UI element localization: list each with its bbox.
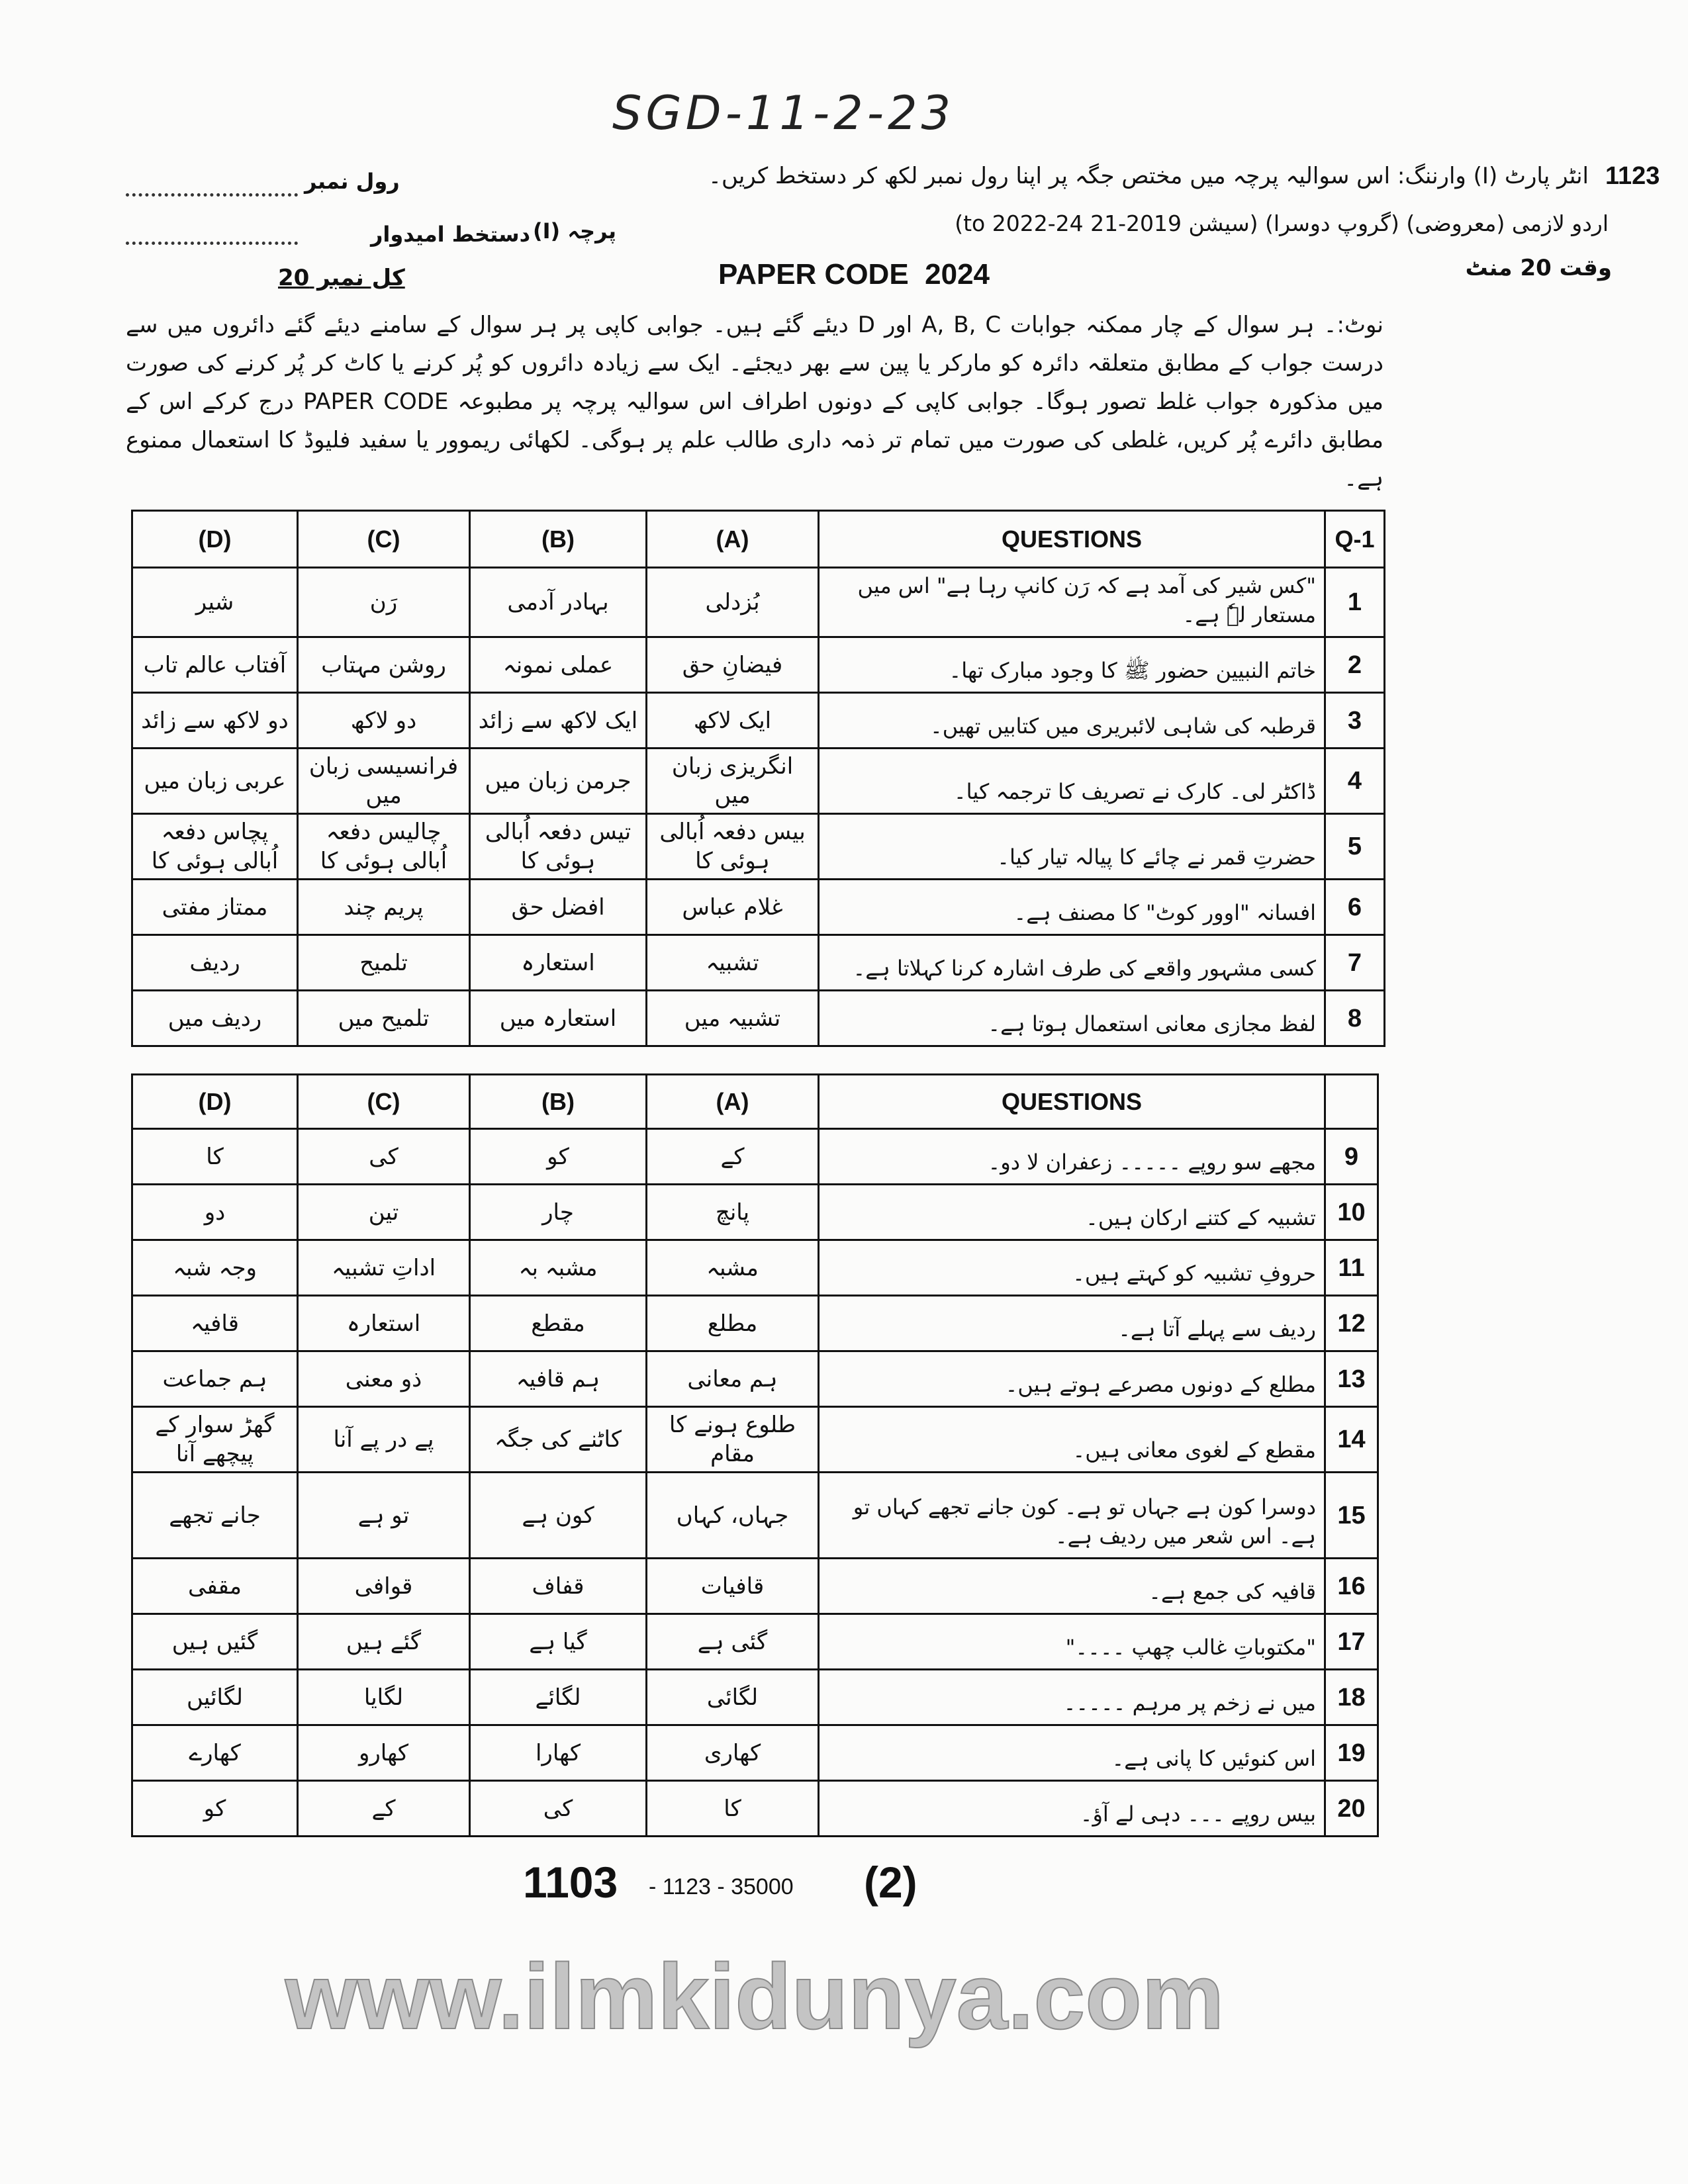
question-text: بیس روپے ۔۔۔ دہی لے آؤ۔ xyxy=(819,1781,1325,1837)
question-row xyxy=(132,991,1385,1046)
footer xyxy=(126,1857,1383,1917)
option-d: ممتاز مفتی xyxy=(132,880,298,935)
option-c: لگایا xyxy=(298,1670,470,1725)
option-b: بہادر آدمی xyxy=(470,568,647,637)
question-row xyxy=(132,1725,1378,1781)
question-text: کسی مشہور واقعے کی طرف اشارہ کرنا کہلاتا ہے۔ xyxy=(819,935,1325,991)
option-b: قفاف xyxy=(470,1559,647,1614)
time-allowed: وقت 20 منٹ xyxy=(1465,255,1612,281)
content-flow xyxy=(126,306,1383,2050)
option-b: عملی نمونہ xyxy=(470,637,647,693)
question-text: "کس شیر کی آمد ہے کہ رَن کانپ رہا ہے" اس میں مستعار لہٗ ہے۔ xyxy=(819,568,1325,637)
question-text: "مکتوباتِ غالب چھپ ۔۔۔۔" xyxy=(819,1614,1325,1670)
header-option-b: (B) xyxy=(470,511,647,568)
handwritten-reference: SGD-11-2-23 xyxy=(612,86,955,140)
paper-code-title: PAPER CODE 2024 xyxy=(718,258,990,291)
question-text: افسانہ "اوور کوٹ" کا مصنف ہے۔ xyxy=(819,880,1325,935)
signature-field[interactable] xyxy=(126,242,298,245)
option-b: استعارہ xyxy=(470,935,647,991)
option-a: تشبیہ xyxy=(647,935,819,991)
option-c: تین xyxy=(298,1185,470,1240)
question-row xyxy=(132,693,1385,749)
option-c: ذو معنی xyxy=(298,1351,470,1407)
option-c: دو لاکھ xyxy=(298,693,470,749)
option-d: وجہ شبہ xyxy=(132,1240,298,1296)
option-b: کی xyxy=(470,1781,647,1837)
option-c: فرانسیسی زبان میں xyxy=(298,749,470,814)
option-d: آفتاب عالم تاب xyxy=(132,637,298,693)
total-marks: کل نمبر 20 xyxy=(278,265,405,291)
option-a: طلوع ہونے کا مقام xyxy=(647,1407,819,1473)
option-a: گئی ہے xyxy=(647,1614,819,1670)
option-c: پریم چند xyxy=(298,880,470,935)
header-q-label: Q-1 xyxy=(1325,511,1385,568)
question-text: قافیہ کی جمع ہے۔ xyxy=(819,1559,1325,1614)
option-d: قافیہ xyxy=(132,1296,298,1351)
question-number: 5 xyxy=(1325,814,1385,880)
header-option-d: (D) xyxy=(132,511,298,568)
option-d: دو xyxy=(132,1185,298,1240)
option-a: بیس دفعہ اُبالی ہوئی کا xyxy=(647,814,819,880)
option-d: کھارے xyxy=(132,1725,298,1781)
option-d: کا xyxy=(132,1129,298,1185)
option-c: روشن مہتاب xyxy=(298,637,470,693)
question-number: 17 xyxy=(1325,1614,1378,1670)
question-row xyxy=(132,637,1385,693)
question-row xyxy=(132,1614,1378,1670)
option-d: ہم جماعت xyxy=(132,1351,298,1407)
question-number: 20 xyxy=(1325,1781,1378,1837)
option-d: لگائیں xyxy=(132,1670,298,1725)
option-c: کی xyxy=(298,1129,470,1185)
paper-number: 1123 xyxy=(1605,162,1660,190)
question-row xyxy=(132,814,1385,880)
watermark: www.ilmkidunya.com xyxy=(285,1944,1225,2048)
option-d: پچاس دفعہ اُبالی ہوئی کا xyxy=(132,814,298,880)
question-row xyxy=(132,1129,1378,1185)
header-option-a: (A) xyxy=(647,511,819,568)
option-a: مطلع xyxy=(647,1296,819,1351)
option-c: چالیس دفعہ اُبالی ہوئی کا xyxy=(298,814,470,880)
header-option-c: (C) xyxy=(298,511,470,568)
header-questions: QUESTIONS xyxy=(819,511,1325,568)
question-row xyxy=(132,935,1385,991)
question-row xyxy=(132,1240,1378,1296)
question-number: 1 xyxy=(1325,568,1385,637)
question-row xyxy=(132,749,1385,814)
question-number: 7 xyxy=(1325,935,1385,991)
option-a: بُزدلی xyxy=(647,568,819,637)
header-option-d: (D) xyxy=(132,1075,298,1129)
option-d: ردیف میں xyxy=(132,991,298,1046)
header-option-a: (A) xyxy=(647,1075,819,1129)
option-a: جہاں، کہاں xyxy=(647,1473,819,1559)
option-c: اداتِ تشبیہ xyxy=(298,1240,470,1296)
option-a: لگائی xyxy=(647,1670,819,1725)
question-row xyxy=(132,1670,1378,1725)
question-text: مطلع کے دونوں مصرعے ہوتے ہیں۔ xyxy=(819,1351,1325,1407)
option-c: قوافی xyxy=(298,1559,470,1614)
option-b: استعارہ میں xyxy=(470,991,647,1046)
option-c: تلمیح xyxy=(298,935,470,991)
question-text: ڈاکٹر لی۔ کارک نے تصریف کا ترجمہ کیا۔ xyxy=(819,749,1325,814)
option-b: افضل حق xyxy=(470,880,647,935)
option-d: ردیف xyxy=(132,935,298,991)
question-text: مجھے سو روپے ۔۔۔۔۔ زعفران لا دو۔ xyxy=(819,1129,1325,1185)
option-c: رَن xyxy=(298,568,470,637)
option-a: پانچ xyxy=(647,1185,819,1240)
option-a: کے xyxy=(647,1129,819,1185)
option-b: کون ہے xyxy=(470,1473,647,1559)
question-text: ردیف سے پہلے آتا ہے۔ xyxy=(819,1296,1325,1351)
question-number: 12 xyxy=(1325,1296,1378,1351)
question-number: 19 xyxy=(1325,1725,1378,1781)
option-c: تلمیح میں xyxy=(298,991,470,1046)
option-a: قافیات xyxy=(647,1559,819,1614)
option-b: چار xyxy=(470,1185,647,1240)
option-d: کو xyxy=(132,1781,298,1837)
option-d: دو لاکھ سے زائد xyxy=(132,693,298,749)
option-c: تو ہے xyxy=(298,1473,470,1559)
question-row xyxy=(132,1351,1378,1407)
question-row xyxy=(132,568,1385,637)
question-text: خاتم النبیین حضور ﷺ کا وجود مبارک تھا۔ xyxy=(819,637,1325,693)
option-c: کھارو xyxy=(298,1725,470,1781)
option-a: ایک لاکھ xyxy=(647,693,819,749)
question-row xyxy=(132,1296,1378,1351)
subject-line: اردو لازمی (معروضی) (گروپ دوسرا) (سیشن 2019-21 to 2022-24) xyxy=(955,210,1609,236)
option-c: پے در پے آنا xyxy=(298,1407,470,1473)
footer-series: - 1123 - 35000 xyxy=(649,1874,794,1899)
question-text: لفظ مجازی معانی استعمال ہوتا ہے۔ xyxy=(819,991,1325,1046)
option-a: مشبہ xyxy=(647,1240,819,1296)
question-row xyxy=(132,1559,1378,1614)
header-option-c: (C) xyxy=(298,1075,470,1129)
question-row xyxy=(132,1407,1378,1473)
option-c: استعارہ xyxy=(298,1296,470,1351)
option-b: تیس دفعہ اُبالی ہوئی کا xyxy=(470,814,647,880)
question-number: 14 xyxy=(1325,1407,1378,1473)
option-b: کھارا xyxy=(470,1725,647,1781)
question-text: تشبیہ کے کتنے ارکان ہیں۔ xyxy=(819,1185,1325,1240)
option-b: جرمن زبان میں xyxy=(470,749,647,814)
question-number: 10 xyxy=(1325,1185,1378,1240)
option-b: مشبہ بہ xyxy=(470,1240,647,1296)
option-a: فیضانِ حق xyxy=(647,637,819,693)
question-row xyxy=(132,1185,1378,1240)
option-d: جانے تجھے xyxy=(132,1473,298,1559)
option-a: ہم معانی xyxy=(647,1351,819,1407)
option-b: ایک لاکھ سے زائد xyxy=(470,693,647,749)
option-b: کو xyxy=(470,1129,647,1185)
question-row xyxy=(132,1473,1378,1559)
questions-table-2 xyxy=(131,1073,1379,1837)
roll-number-field[interactable] xyxy=(126,193,298,197)
question-text: قرطبہ کی شاہی لائبریری میں کتابیں تھیں۔ xyxy=(819,693,1325,749)
option-d: گھڑ سوار کے پیچھے آنا xyxy=(132,1407,298,1473)
question-number: 6 xyxy=(1325,880,1385,935)
question-text: اس کنوئیں کا پانی ہے۔ xyxy=(819,1725,1325,1781)
option-d: عربی زبان میں xyxy=(132,749,298,814)
option-b: لگائے xyxy=(470,1670,647,1725)
option-d: شیر xyxy=(132,568,298,637)
option-c: گئے ہیں xyxy=(298,1614,470,1670)
roll-number-label: رول نمبر xyxy=(305,169,400,194)
question-number: 2 xyxy=(1325,637,1385,693)
question-number: 15 xyxy=(1325,1473,1378,1559)
questions-table-1 xyxy=(131,510,1385,1047)
header-option-b: (B) xyxy=(470,1075,647,1129)
question-number: 13 xyxy=(1325,1351,1378,1407)
question-number: 18 xyxy=(1325,1670,1378,1725)
question-number: 3 xyxy=(1325,693,1385,749)
question-number: 8 xyxy=(1325,991,1385,1046)
option-d: گئیں ہیں xyxy=(132,1614,298,1670)
question-number: 4 xyxy=(1325,749,1385,814)
question-text: مقطع کے لغوی معانی ہیں۔ xyxy=(819,1407,1325,1473)
warning-text: انٹر پارٹ (I) وارننگ: اس سوالیہ پرچہ میں مختص جگہ پر اپنا رول نمبر لکھ کر دستخط کریں۔ xyxy=(708,163,1589,189)
option-c: کے xyxy=(298,1781,470,1837)
option-a: انگریزی زبان میں xyxy=(647,749,819,814)
question-text: دوسرا کون ہے جہاں تو ہے۔ کون جانے تجھے کہاں تو ہے۔ اس شعر میں ردیف ہے۔ xyxy=(819,1473,1325,1559)
option-b: کاٹنے کی جگہ xyxy=(470,1407,647,1473)
question-text: حضرتِ قمر نے چائے کا پیالہ تیار کیا۔ xyxy=(819,814,1325,880)
option-b: ہم قافیہ xyxy=(470,1351,647,1407)
question-number: 16 xyxy=(1325,1559,1378,1614)
option-b: مقطع xyxy=(470,1296,647,1351)
option-b: گیا ہے xyxy=(470,1614,647,1670)
question-number: 9 xyxy=(1325,1129,1378,1185)
option-a: تشبیہ میں xyxy=(647,991,819,1046)
question-row xyxy=(132,1781,1378,1837)
question-row xyxy=(132,880,1385,935)
option-a: کھاری xyxy=(647,1725,819,1781)
signature-label: دستخط امیدوار xyxy=(371,222,531,247)
header-questions: QUESTIONS xyxy=(819,1075,1325,1129)
header-blank xyxy=(1325,1075,1378,1129)
footer-code: 1103 xyxy=(523,1858,618,1907)
option-a: غلام عباس xyxy=(647,880,819,935)
question-number: 11 xyxy=(1325,1240,1378,1296)
question-text: حروفِ تشبیہ کو کہتے ہیں۔ xyxy=(819,1240,1325,1296)
paper-label: پرچہ (I) xyxy=(533,218,617,244)
option-d: مقفی xyxy=(132,1559,298,1614)
instructions-note: نوٹ:۔ ہر سوال کے چار ممکنہ جوابات A, B, C اور D دیئے گئے ہیں۔ جوابی کاپی پر ہر سوال کے سامنے دیئے گئے دائروں میں سے درست جواب کے مطابق متعلقہ دائرہ کو مارکر یا پین سے بھر دیجئے۔ ایک سے زیادہ دائروں کو پُر کرنے یا کاٹ کر پُر کرنے کی صورت میں مذکورہ جواب غلط تصور ہوگا۔ جوابی کاپی کے دونوں اطراف اس سوالیہ پرچہ پر مطبوعہ PAPER CODE درج کرکے اس کے مطابق دائرے پُر کریں، غلطی کی صورت میں تمام تر ذمہ داری طالب علم پر ہوگی۔ لکھائی ریموور یا سفید فلیوڈ کا استعمال ممنوع ہے۔ xyxy=(126,312,1384,492)
footer-page: (2) xyxy=(864,1858,917,1907)
option-a: کا xyxy=(647,1781,819,1837)
question-text: میں نے زخم پر مرہم ۔۔۔۔۔ xyxy=(819,1670,1325,1725)
